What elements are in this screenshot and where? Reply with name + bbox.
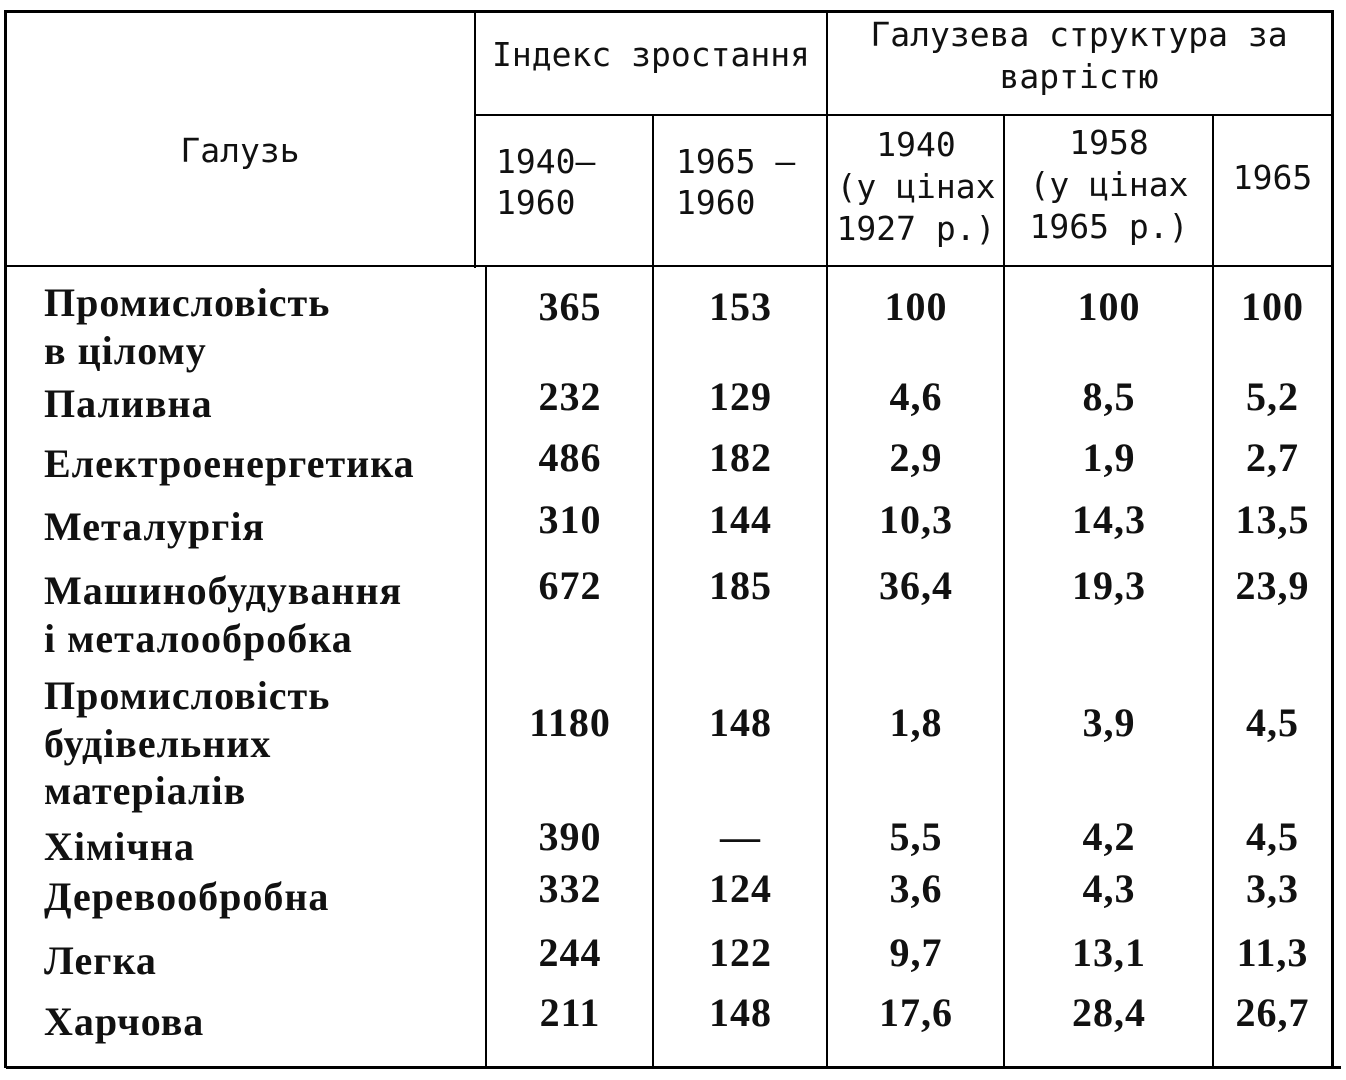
cell-value: 5,2: [1246, 374, 1299, 419]
cell-value: 244: [538, 930, 602, 975]
row-label: Легка: [44, 938, 157, 983]
cell-value: 8,5: [1082, 374, 1136, 419]
subheader-s1-line1: 1940: [876, 125, 956, 164]
subheader-s1-line3: 1927 р.): [836, 209, 996, 248]
subheader-g1-line2: 1960: [496, 183, 576, 222]
cell-value: 4,5: [1246, 700, 1299, 745]
subheader-s2-line1: 1958: [1069, 123, 1149, 162]
cell-value: 1180: [529, 700, 611, 745]
cell-value: 4,5: [1246, 814, 1299, 859]
cell-value: 4,2: [1082, 814, 1136, 859]
cell-value: 14,3: [1072, 497, 1146, 542]
subheader-g2-line2: 1960: [676, 183, 756, 222]
cell-value: 4,3: [1082, 866, 1136, 911]
cell-value: 4,6: [889, 374, 943, 419]
cell-value: 36,4: [879, 563, 953, 608]
cell-value: 2,9: [889, 435, 943, 480]
cell-value: 100: [1241, 284, 1304, 329]
row-label: Металургія: [44, 504, 266, 549]
row-label: Електроенергетика: [44, 441, 415, 486]
header-branch: Галузь: [180, 131, 300, 170]
border-top: [6, 10, 1334, 13]
cell-value: 1,9: [1082, 435, 1136, 480]
cell-value: —: [720, 814, 761, 859]
cell-value: 211: [539, 990, 601, 1035]
cell-value: 390: [538, 814, 602, 859]
cell-value: 23,9: [1235, 563, 1310, 608]
header-structure-line2: вартістю: [999, 57, 1159, 96]
cell-value: 232: [538, 374, 602, 419]
row-label: Харчова: [44, 999, 205, 1044]
cell-value: 28,4: [1072, 990, 1146, 1035]
cell-value: 672: [538, 563, 602, 608]
row-label: матеріалів: [44, 768, 247, 813]
header-structure-line1: Галузева структура за: [870, 15, 1288, 54]
cell-value: 100: [1077, 284, 1141, 329]
cell-value: 26,7: [1235, 990, 1310, 1035]
cell-value: 129: [709, 374, 772, 419]
cell-value: 182: [709, 435, 772, 480]
cell-value: 153: [709, 284, 772, 329]
cell-value: 5,5: [889, 814, 943, 859]
subheader-s3: 1965: [1232, 158, 1313, 197]
cell-value: 1,8: [889, 700, 943, 745]
row-label: і металообробка: [44, 616, 353, 661]
row-label: Промисловість: [44, 280, 331, 325]
cell-value: 3,9: [1082, 700, 1136, 745]
subheader-g2-line1: 1965 —: [676, 142, 796, 181]
cell-value: 13,5: [1235, 497, 1310, 542]
cell-value: 19,3: [1072, 563, 1146, 608]
header-bottom-rule: [6, 265, 1332, 267]
row-label: Паливна: [44, 381, 213, 426]
cell-value: 144: [709, 497, 772, 542]
cell-value: 486: [538, 435, 602, 480]
cell-value: 3,3: [1246, 866, 1299, 911]
cell-value: 148: [709, 990, 772, 1035]
row-label: в цілому: [44, 328, 207, 373]
row-label: будівельних: [44, 721, 272, 766]
cell-value: 310: [538, 497, 602, 542]
cell-value: 124: [709, 866, 772, 911]
cell-value: 122: [709, 930, 772, 975]
cell-value: 13,1: [1072, 930, 1146, 975]
cell-value: 148: [709, 700, 772, 745]
cell-value: 332: [538, 866, 602, 911]
cell-value: 185: [709, 563, 772, 608]
cell-value: 100: [884, 284, 948, 329]
cell-value: 9,7: [889, 930, 943, 975]
subheader-rule: [476, 114, 1332, 116]
cell-value: 17,6: [879, 990, 953, 1035]
row-label: Хімічна: [44, 824, 195, 869]
cell-value: 2,7: [1246, 435, 1299, 480]
row-label: Деревообробна: [44, 874, 330, 919]
cell-value: 3,6: [889, 866, 943, 911]
row-label: Машинобудування: [44, 568, 403, 613]
row-label: Промисловість: [44, 673, 331, 718]
border-left: [4, 10, 7, 1068]
subheader-s2-line3: 1965 р.): [1029, 207, 1189, 246]
cell-value: 10,3: [879, 497, 953, 542]
cell-value: 365: [538, 284, 602, 329]
border-bottom: [6, 1066, 1341, 1069]
header-growth-index: Індекс зростання: [492, 35, 810, 74]
border-right: [1331, 10, 1334, 1068]
subheader-s1-line2: (у цінах: [836, 167, 996, 206]
cell-value: 11,3: [1236, 930, 1309, 975]
subheader-g1-line1: 1940—: [496, 142, 596, 181]
subheader-s2-line2: (у цінах: [1029, 165, 1189, 204]
